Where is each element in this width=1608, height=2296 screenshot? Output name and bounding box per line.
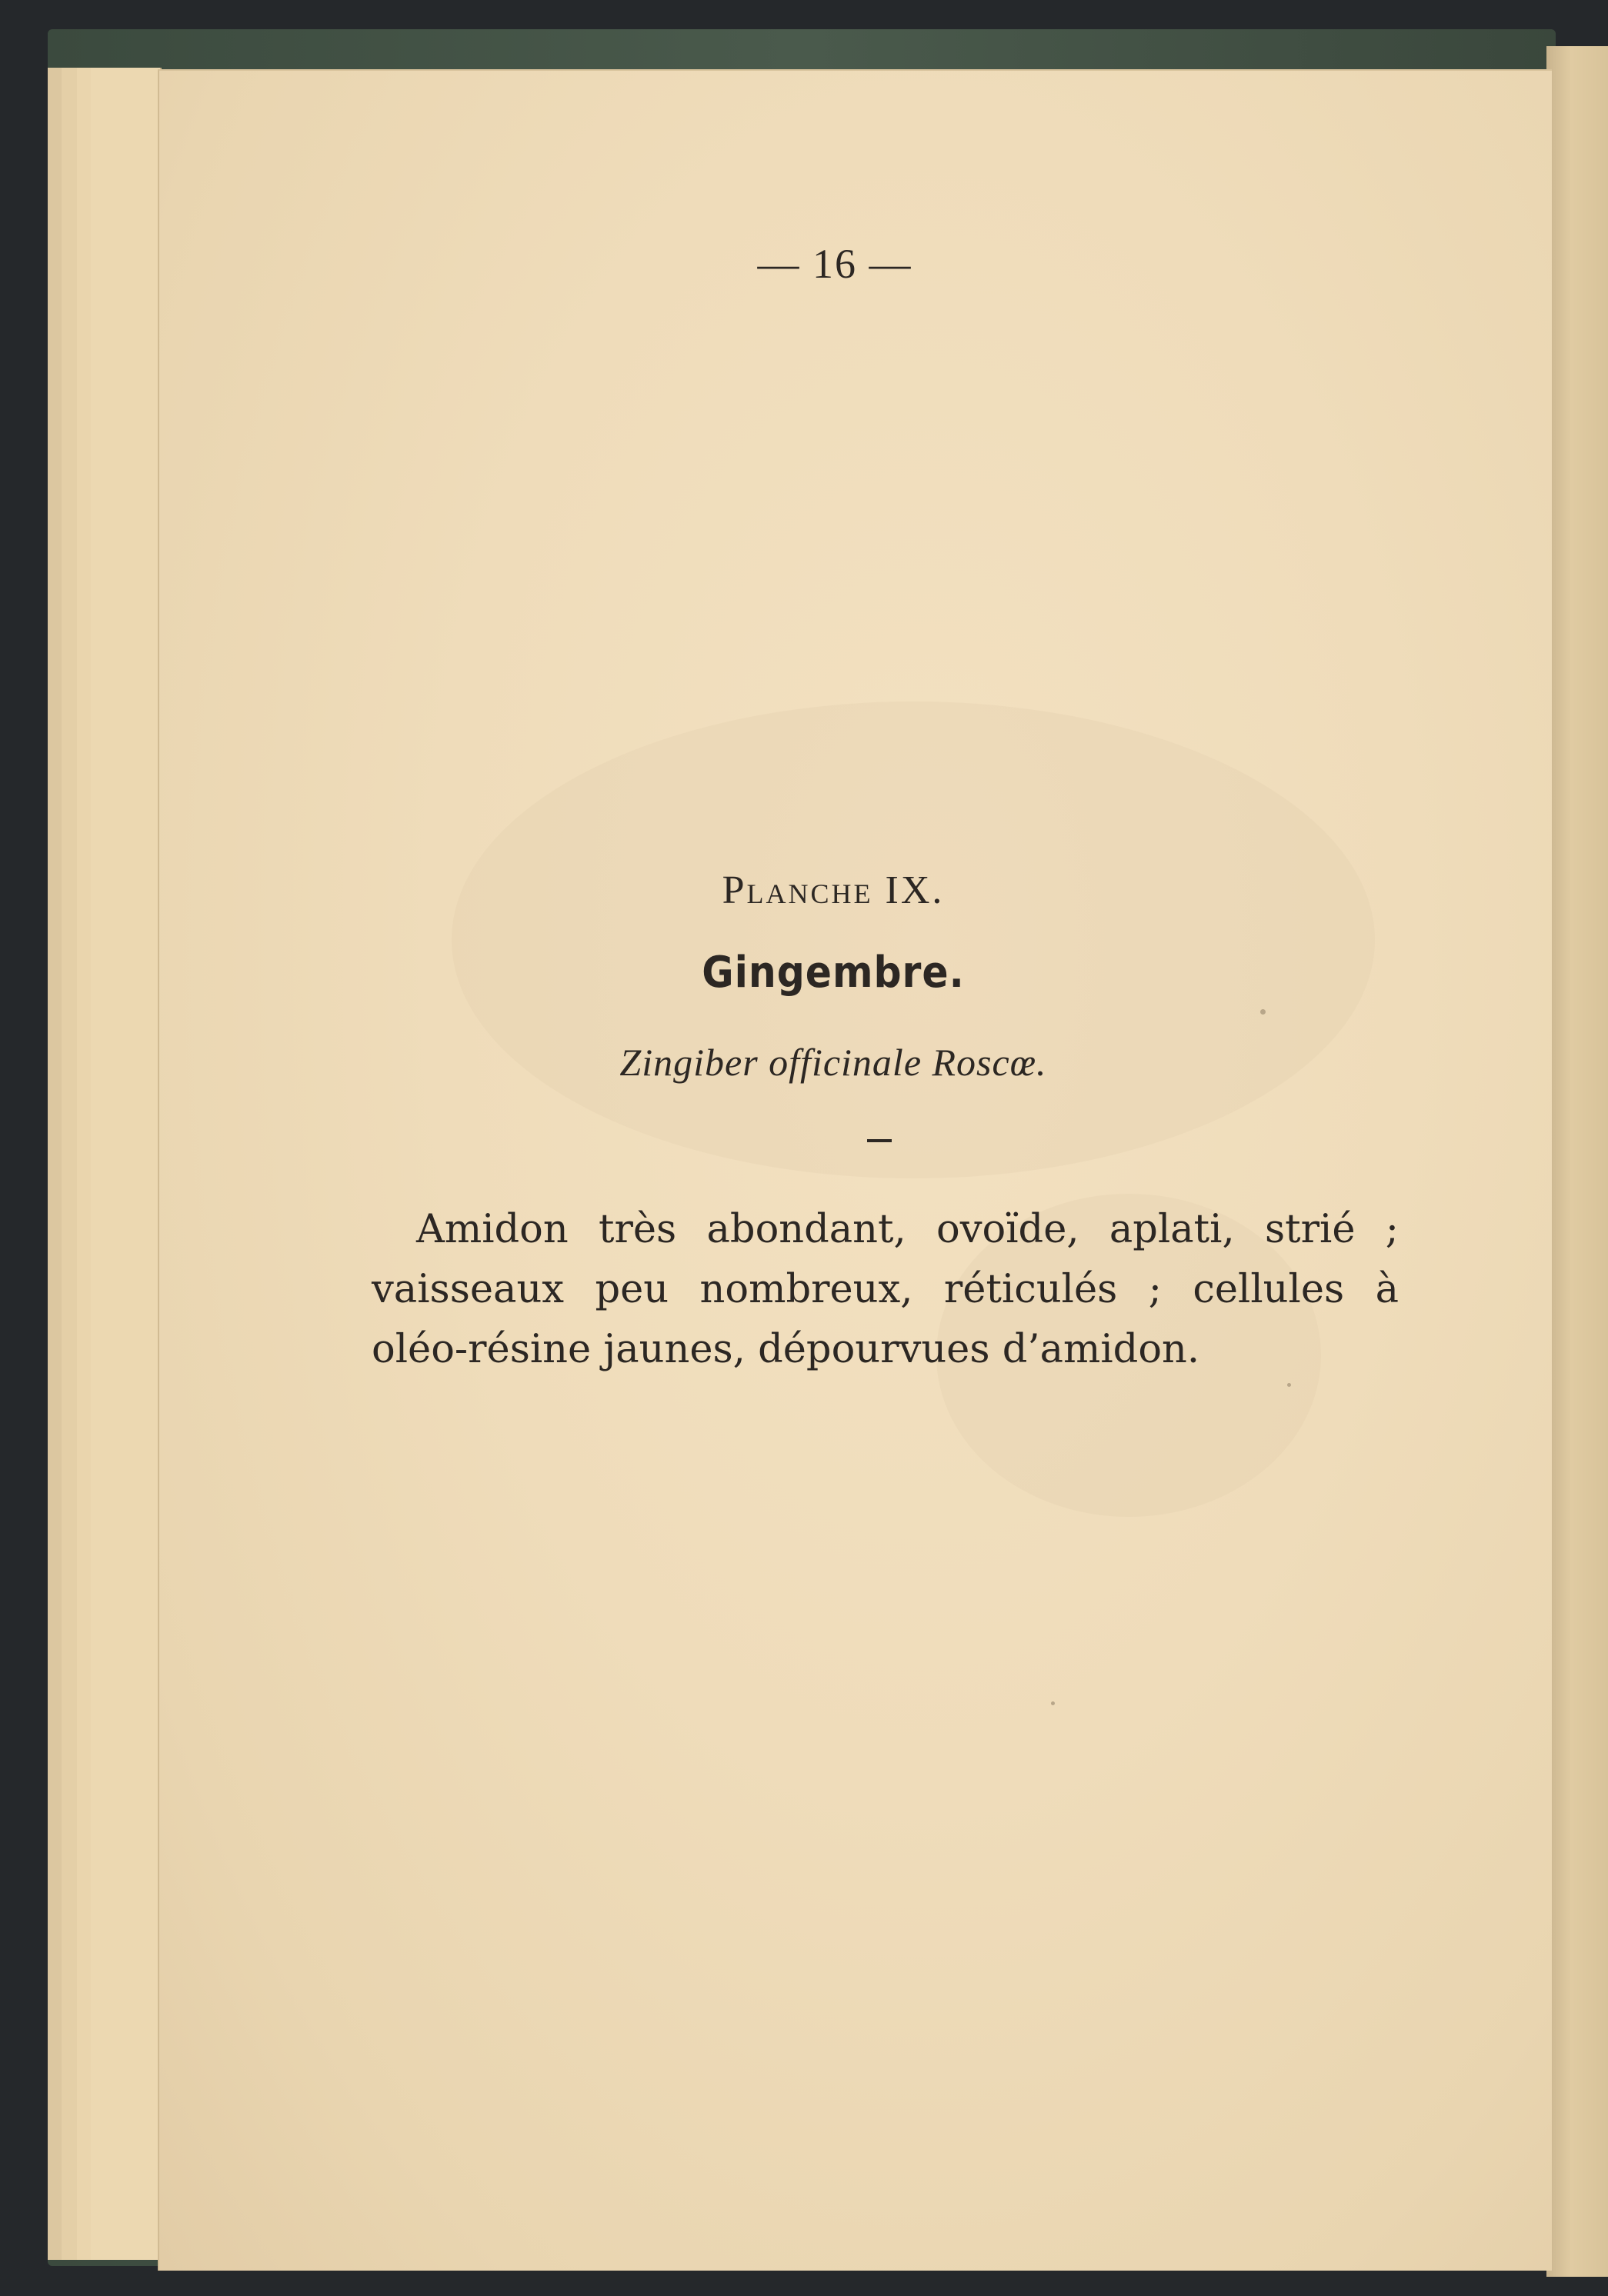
description-line: vaisseaux peu nombreux, réticulés ; cellules à [372,1267,1399,1312]
paper-speck [1287,1383,1291,1387]
show-through-stain [452,701,1375,1178]
plant-name: Gingembre. [702,948,965,998]
latin-name: Zingiber officinale Roscœ. [619,1041,1047,1084]
separator-rule [867,1139,892,1142]
description-line: oléo-résine jaunes, dépourvues d’amidon. [372,1327,1200,1372]
paper-speck [1051,1701,1055,1705]
description-line: Amidon très abondant, ovoïde, aplati, strié ; [416,1207,1399,1252]
paper-speck [1260,1009,1266,1015]
page-edge [91,68,162,2260]
plate-title: Planche IX. [722,868,945,912]
description-paragraph [372,1200,1399,1380]
book-page [158,69,1552,2271]
page-number: — 16 — [757,241,912,287]
right-page-edge [1546,46,1608,2277]
